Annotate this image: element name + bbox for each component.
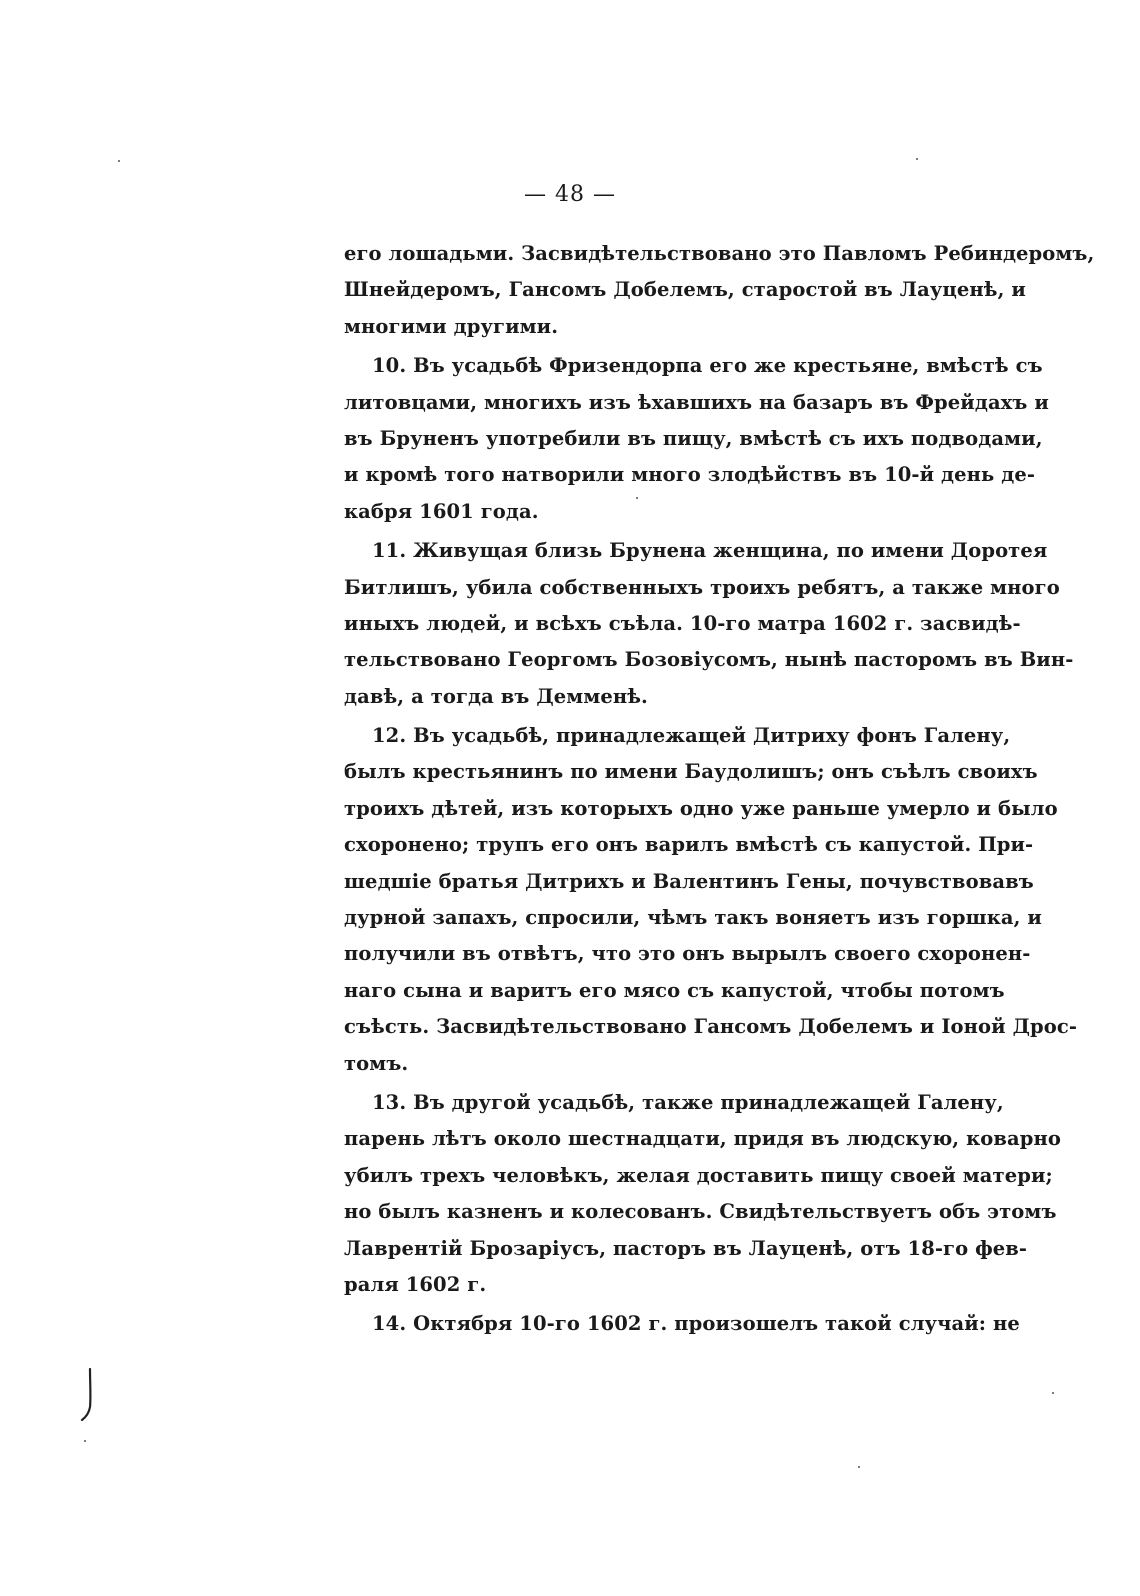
- scan-speck: [118, 160, 120, 162]
- text-line: Битлишъ, убила собственныхъ троихъ ребятъ, а также много: [344, 575, 1060, 599]
- text-line: получили въ отвѣтъ, что это онъ вырылъ своего схоронен-: [344, 942, 1031, 966]
- text-line: парень лѣтъ около шестнадцати, придя въ людскую, коварно: [344, 1127, 1061, 1151]
- text-line: 10. Въ усадьбѣ Фризендорпа его же крестьяне, вмѣстѣ съ: [372, 354, 1043, 378]
- scan-speck: [636, 497, 638, 499]
- text-line: 12. Въ усадьбѣ, принадлежащей Дитриху фонъ Галену,: [372, 724, 1011, 748]
- text-line: троихъ дѣтей, изъ которыхъ одно уже раньше умерло и было: [344, 796, 1058, 820]
- scan-speck: [858, 1466, 860, 1468]
- paragraph-p9-end: [344, 236, 1095, 345]
- paragraph-p11: [344, 533, 1074, 715]
- text-line: раля 1602 г.: [344, 1272, 487, 1296]
- paragraph-p10: [344, 348, 1049, 530]
- body-text: [344, 236, 1095, 1343]
- text-line: но былъ казненъ и колесованъ. Свидѣтельствуетъ объ этомъ: [344, 1200, 1057, 1224]
- text-line: томъ.: [344, 1051, 409, 1075]
- text-line: съѣсть. Засвидѣтельствовано Гансомъ Добелемъ и Іоной Дрос-: [344, 1015, 1078, 1039]
- text-line: его лошадьми. Засвидѣтельствовано это Павломъ Ребиндеромъ,: [344, 242, 1095, 265]
- text-line: 13. Въ другой усадьбѣ, также принадлежащей Галену,: [372, 1090, 1004, 1114]
- text-line: 11. Живущая близь Брунена женщина, по имени Доротея: [372, 539, 1048, 563]
- text-line: иныхъ людей, и всѣхъ съѣла. 10-го матра 1602 г. засвидѣ-: [344, 611, 1021, 635]
- page-number: — 48 —: [524, 182, 616, 207]
- text-line: схоронено; трупъ его онъ варилъ вмѣстѣ съ капустой. При-: [344, 833, 1034, 857]
- text-line: дурной запахъ, спросили, чѣмъ такъ воняетъ изъ горшка, и: [344, 906, 1042, 930]
- text-line: и кромѣ того натворили много злодѣйствъ въ 10-й день де-: [344, 463, 1036, 487]
- text-line: давѣ, а тогда въ Демменѣ.: [344, 684, 648, 708]
- text-line: Лаврентій Брозаріусъ, пасторъ въ Лауценѣ, отъ 18-го фев-: [344, 1236, 1028, 1260]
- paragraph-p12: [344, 718, 1078, 1082]
- text-line: многими другими.: [344, 314, 559, 338]
- text-line: наго сына и варитъ его мясо съ капустой, чтобы потомъ: [344, 978, 1005, 1002]
- text-line: шедшіе братья Дитрихъ и Валентинъ Гены, почувствовавъ: [344, 869, 1034, 893]
- scan-speck: [916, 158, 918, 160]
- text-line: былъ крестьянинъ по имени Баудолишъ; онъ съѣлъ своихъ: [344, 760, 1038, 784]
- scan-speck: [1052, 1392, 1054, 1394]
- margin-pen-mark: [78, 1367, 98, 1421]
- text-line: тельствовано Георгомъ Бозовіусомъ, нынѣ пасторомъ въ Вин-: [344, 648, 1074, 672]
- text-line: литовцами, многихъ изъ ѣхавшихъ на базаръ въ Фрейдахъ и: [344, 390, 1049, 414]
- paragraph-p14: [344, 1306, 1020, 1342]
- text-line: кабря 1601 года.: [344, 499, 539, 523]
- text-line: Шнейдеромъ, Гансомъ Добелемъ, старостой въ Лауценѣ, и: [344, 278, 1026, 302]
- text-line: убилъ трехъ человѣкъ, желая доставить пищу своей матери;: [344, 1163, 1053, 1187]
- paragraph-p13: [344, 1085, 1061, 1303]
- text-line: 14. Октября 10-го 1602 г. произошелъ такой случай: не: [372, 1312, 1020, 1336]
- text-line: въ Бруненъ употребили въ пищу, вмѣстѣ съ ихъ подводами,: [344, 426, 1043, 450]
- scan-speck: [84, 1440, 86, 1442]
